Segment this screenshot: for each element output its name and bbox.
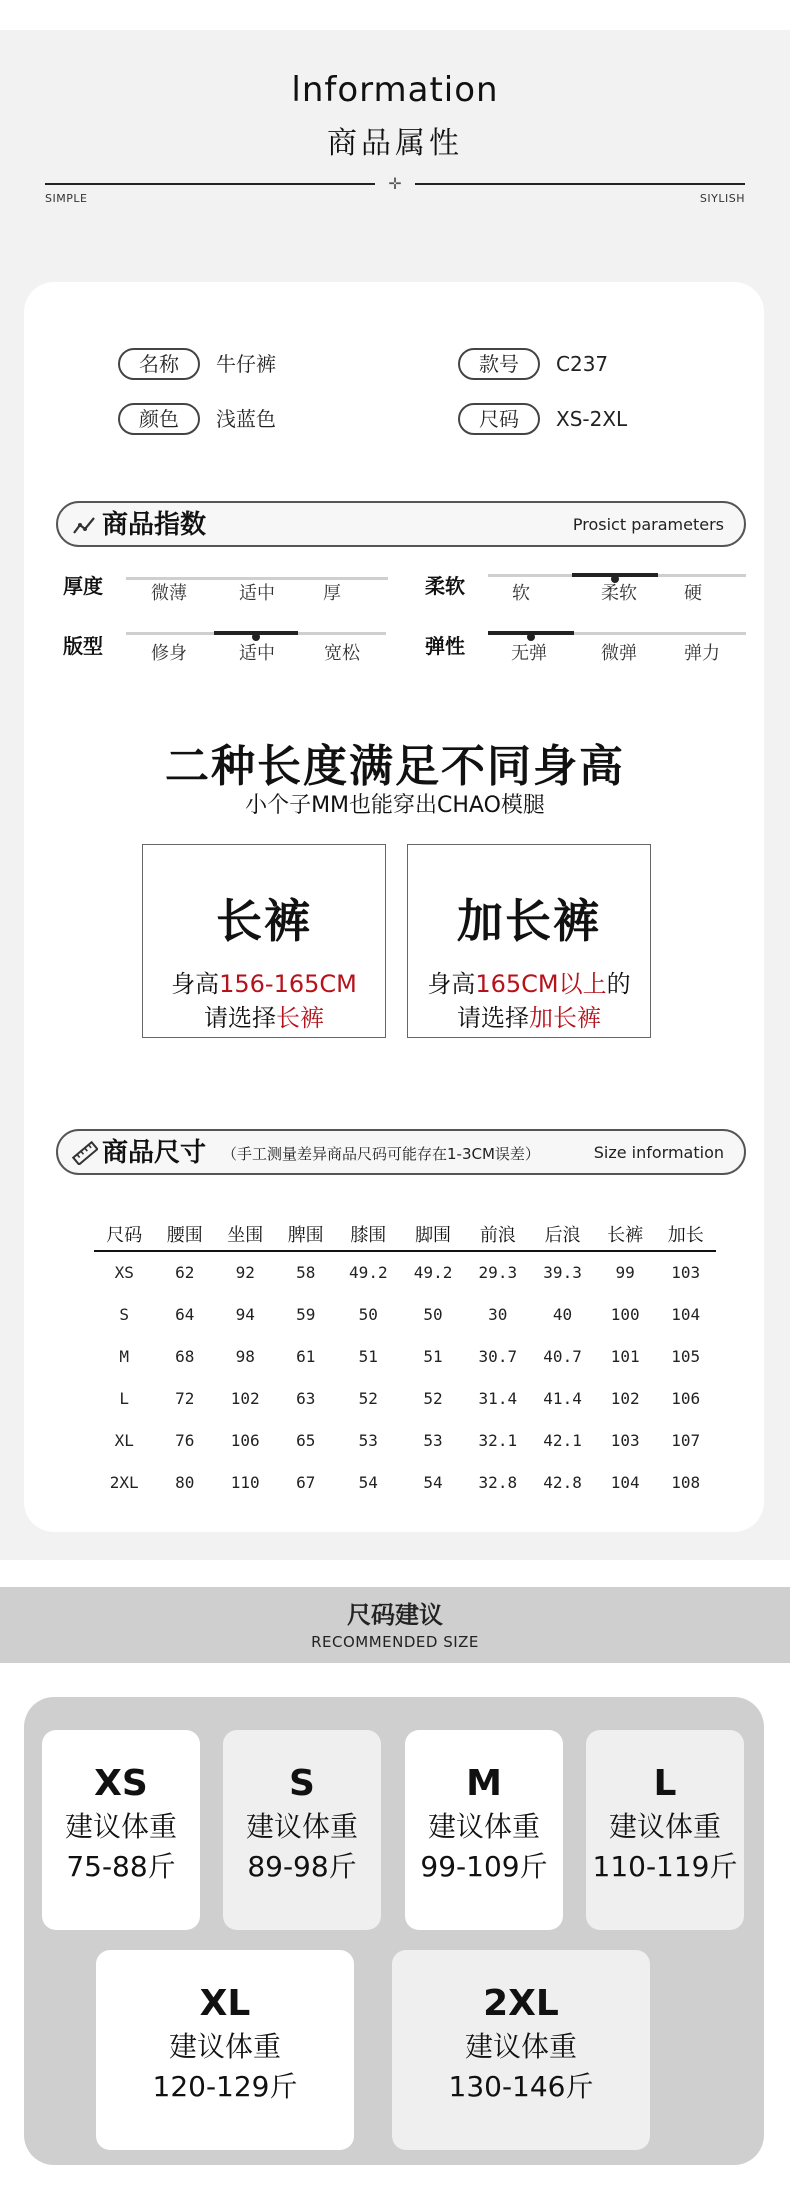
- table-cell: 63: [296, 1388, 316, 1408]
- table-cell: 32.1: [478, 1430, 518, 1450]
- softness-label: 柔软: [425, 574, 465, 598]
- size-card-label: 建议体重: [168, 2030, 281, 2063]
- table-cell: 51: [423, 1346, 443, 1366]
- thickness-scale: [126, 577, 388, 580]
- table-row: [94, 1251, 716, 1293]
- table-cell: 102: [610, 1388, 640, 1408]
- length-subheading: 小个子MM也能穿出CHAO模腿: [245, 793, 545, 818]
- fit-option-2: 适中: [239, 643, 275, 664]
- size-card-s: [223, 1730, 381, 1930]
- table-cell: 30.7: [478, 1346, 518, 1366]
- table-cell: 106: [671, 1388, 701, 1408]
- table-row: [94, 1293, 716, 1335]
- size-table-header-cell: 膝围: [336, 1217, 401, 1251]
- table-cell: 104: [610, 1472, 640, 1492]
- index-banner: [56, 501, 746, 547]
- attr-size-label: 尺码: [458, 403, 540, 435]
- table-cell: 42.1: [543, 1430, 582, 1450]
- trend-line-icon: [72, 513, 98, 537]
- table-cell: 94: [235, 1304, 255, 1324]
- table-row: [94, 1377, 716, 1419]
- table-cell: M: [119, 1346, 130, 1366]
- extra-long-pants-title: 加长裤: [457, 894, 601, 948]
- size-card-label: 建议体重: [608, 1810, 721, 1843]
- fit-label: 版型: [63, 634, 103, 658]
- size-card-size: M: [466, 1763, 502, 1804]
- attr-name-label: 名称: [118, 348, 200, 380]
- table-cell: 107: [671, 1430, 701, 1450]
- attr-size-value: XS-2XL: [556, 407, 628, 431]
- length-heading: 二种长度满足不同身高: [165, 741, 625, 792]
- recommended-size-title: 尺码建议: [347, 1601, 443, 1629]
- table-cell: 50: [423, 1304, 443, 1324]
- size-table-header-cell: 加长: [655, 1217, 716, 1251]
- size-card-range: 75-88斤: [66, 1850, 176, 1883]
- table-cell: 105: [671, 1346, 701, 1366]
- size-table-header-cell: 腰围: [154, 1217, 214, 1251]
- table-cell: 42.8: [543, 1472, 582, 1492]
- table-cell: 106: [230, 1430, 260, 1450]
- table-cell: 67: [296, 1472, 316, 1492]
- size-table-header-cell: 长裤: [595, 1217, 655, 1251]
- thickness-label: 厚度: [63, 574, 103, 598]
- size-card-xs: [42, 1730, 200, 1930]
- size-table-header-cell: 前浪: [465, 1217, 530, 1251]
- table-cell: 54: [423, 1472, 443, 1492]
- extra-long-pants-height: 身高165CM以上的: [427, 970, 631, 998]
- size-card-range: 89-98斤: [247, 1850, 357, 1883]
- table-cell: 39.3: [543, 1263, 582, 1282]
- divider-right: [415, 183, 745, 185]
- size-table-header-cell: 后浪: [530, 1217, 595, 1251]
- table-cell: 62: [175, 1263, 195, 1282]
- table-cell: 99: [615, 1263, 635, 1282]
- size-card-size: S: [289, 1763, 315, 1804]
- table-cell: 53: [423, 1430, 443, 1450]
- recommended-size-bar: [0, 1587, 790, 1663]
- table-cell: 64: [175, 1304, 195, 1324]
- size-card-size: 2XL: [483, 1983, 559, 2024]
- table-cell: 41.4: [543, 1388, 582, 1408]
- table-cell: 54: [358, 1472, 378, 1492]
- recommended-size-subtitle: RECOMMENDED SIZE: [311, 1633, 479, 1651]
- size-card-label: 建议体重: [64, 1810, 177, 1843]
- long-pants-choose: 请选择长裤: [204, 1004, 324, 1032]
- divider-left: [45, 183, 375, 185]
- table-cell: 59: [296, 1304, 316, 1324]
- attr-color-label: 颜色: [118, 403, 200, 435]
- siylish-label: SIYLISH: [699, 192, 745, 205]
- attr-name-value: 牛仔裤: [216, 352, 276, 376]
- size-card-label: 建议体重: [427, 1810, 540, 1843]
- attr-color-value: 浅蓝色: [216, 407, 276, 431]
- elasticity-option-3: 弹力: [684, 643, 720, 664]
- simple-label: SIMPLE: [45, 192, 88, 205]
- size-card-m: [405, 1730, 563, 1930]
- size-table-header-cell: 尺码: [94, 1217, 154, 1251]
- ruler-icon: [72, 1141, 98, 1165]
- size-card-size: L: [653, 1763, 677, 1804]
- table-cell: XS: [114, 1263, 134, 1282]
- table-cell: 65: [296, 1430, 316, 1450]
- size-table-header-cell: 坐围: [215, 1217, 275, 1251]
- table-cell: 49.2: [349, 1263, 388, 1282]
- size-banner-note: （手工测量差异商品尺码可能存在1-3CM误差）: [222, 1145, 540, 1163]
- size-card-range: 130-146斤: [448, 2070, 594, 2103]
- fit-selected-dot: [252, 633, 260, 641]
- table-cell: 100: [610, 1304, 640, 1324]
- table-cell: 32.8: [478, 1472, 518, 1492]
- size-card-range: 110-119斤: [592, 1850, 738, 1883]
- fit-option-3: 宽松: [324, 643, 360, 664]
- elasticity-label: 弹性: [425, 634, 465, 658]
- size-card-range: 120-129斤: [152, 2070, 298, 2103]
- size-card-label: 建议体重: [464, 2030, 577, 2063]
- table-cell: 49.2: [413, 1263, 453, 1282]
- table-cell: L: [119, 1388, 130, 1408]
- table-cell: 103: [610, 1430, 640, 1450]
- size-card-xl: [96, 1950, 354, 2150]
- extra-long-pants-choose: 请选择加长裤: [457, 1004, 601, 1032]
- table-row: [94, 1419, 716, 1461]
- table-cell: 2XL: [109, 1472, 139, 1492]
- product-attributes-title: 商品属性: [327, 126, 463, 161]
- table-cell: XL: [114, 1430, 134, 1450]
- size-table-header-cell: 脾围: [275, 1217, 335, 1251]
- table-cell: 80: [175, 1472, 195, 1492]
- table-cell: 92: [235, 1263, 255, 1282]
- table-cell: 108: [671, 1472, 701, 1492]
- table-cell: 110: [230, 1472, 260, 1492]
- table-cell: 101: [610, 1346, 640, 1366]
- table-cell: 102: [230, 1388, 260, 1408]
- table-cell: 50: [358, 1304, 378, 1324]
- size-banner-title: 商品尺寸: [102, 1138, 207, 1168]
- long-pants-box: [142, 844, 386, 1038]
- table-cell: 29.3: [478, 1263, 518, 1282]
- table-cell: 76: [175, 1430, 195, 1450]
- table-cell: 51: [358, 1346, 378, 1366]
- table-cell: 52: [358, 1388, 378, 1408]
- size-banner-subtitle: Size information: [593, 1143, 724, 1162]
- thickness-option-3: 厚: [323, 583, 341, 604]
- size-table: [94, 1217, 716, 1503]
- elasticity-option-2: 微弹: [601, 643, 637, 664]
- size-banner: [56, 1129, 746, 1175]
- extra-long-pants-box: [407, 844, 651, 1038]
- size-card-size: XL: [199, 1983, 251, 2024]
- size-card-size: XS: [94, 1763, 148, 1804]
- table-row: [94, 1335, 716, 1377]
- attr-style-no-value: C237: [556, 352, 609, 376]
- table-cell: 104: [671, 1304, 701, 1324]
- attr-style-no-label: 款号: [458, 348, 540, 380]
- table-cell: 103: [671, 1263, 701, 1282]
- table-cell: 98: [235, 1346, 255, 1366]
- size-card-label: 建议体重: [245, 1810, 358, 1843]
- information-title: lnformation: [291, 70, 499, 110]
- table-cell: 58: [296, 1263, 316, 1282]
- table-cell: 68: [175, 1346, 195, 1366]
- size-table-header-cell: 脚围: [401, 1217, 466, 1251]
- fit-option-1: 修身: [151, 643, 187, 664]
- softness-selected-dot: [611, 575, 619, 583]
- softness-option-1: 软: [512, 583, 530, 604]
- table-cell: 30: [488, 1304, 508, 1324]
- table-cell: 40: [552, 1304, 573, 1324]
- table-row: [94, 1461, 716, 1503]
- table-cell: 31.4: [478, 1388, 518, 1408]
- index-banner-title: 商品指数: [102, 510, 207, 540]
- elasticity-option-1: 无弹: [511, 643, 547, 664]
- size-card-2xl: [392, 1950, 650, 2150]
- table-cell: 53: [358, 1430, 378, 1450]
- long-pants-height: 身高156-165CM: [171, 970, 357, 998]
- table-cell: 40.7: [543, 1346, 582, 1366]
- softness-option-2: 柔软: [601, 583, 637, 604]
- softness-option-3: 硬: [684, 583, 702, 604]
- size-table-header: [94, 1217, 716, 1251]
- thickness-option-2: 适中: [239, 583, 275, 604]
- index-banner-subtitle: Prosict parameters: [572, 515, 724, 534]
- elasticity-selected-dot: [527, 633, 535, 641]
- size-card-l: [586, 1730, 744, 1930]
- table-cell: S: [119, 1304, 130, 1324]
- size-card-range: 99-109斤: [420, 1850, 548, 1883]
- table-cell: 52: [423, 1388, 443, 1408]
- table-cell: 61: [296, 1346, 316, 1366]
- long-pants-title: 长裤: [216, 894, 312, 948]
- table-cell: 72: [175, 1388, 195, 1408]
- thickness-option-1: 微薄: [151, 583, 187, 604]
- cross-icon: ✛: [388, 174, 402, 193]
